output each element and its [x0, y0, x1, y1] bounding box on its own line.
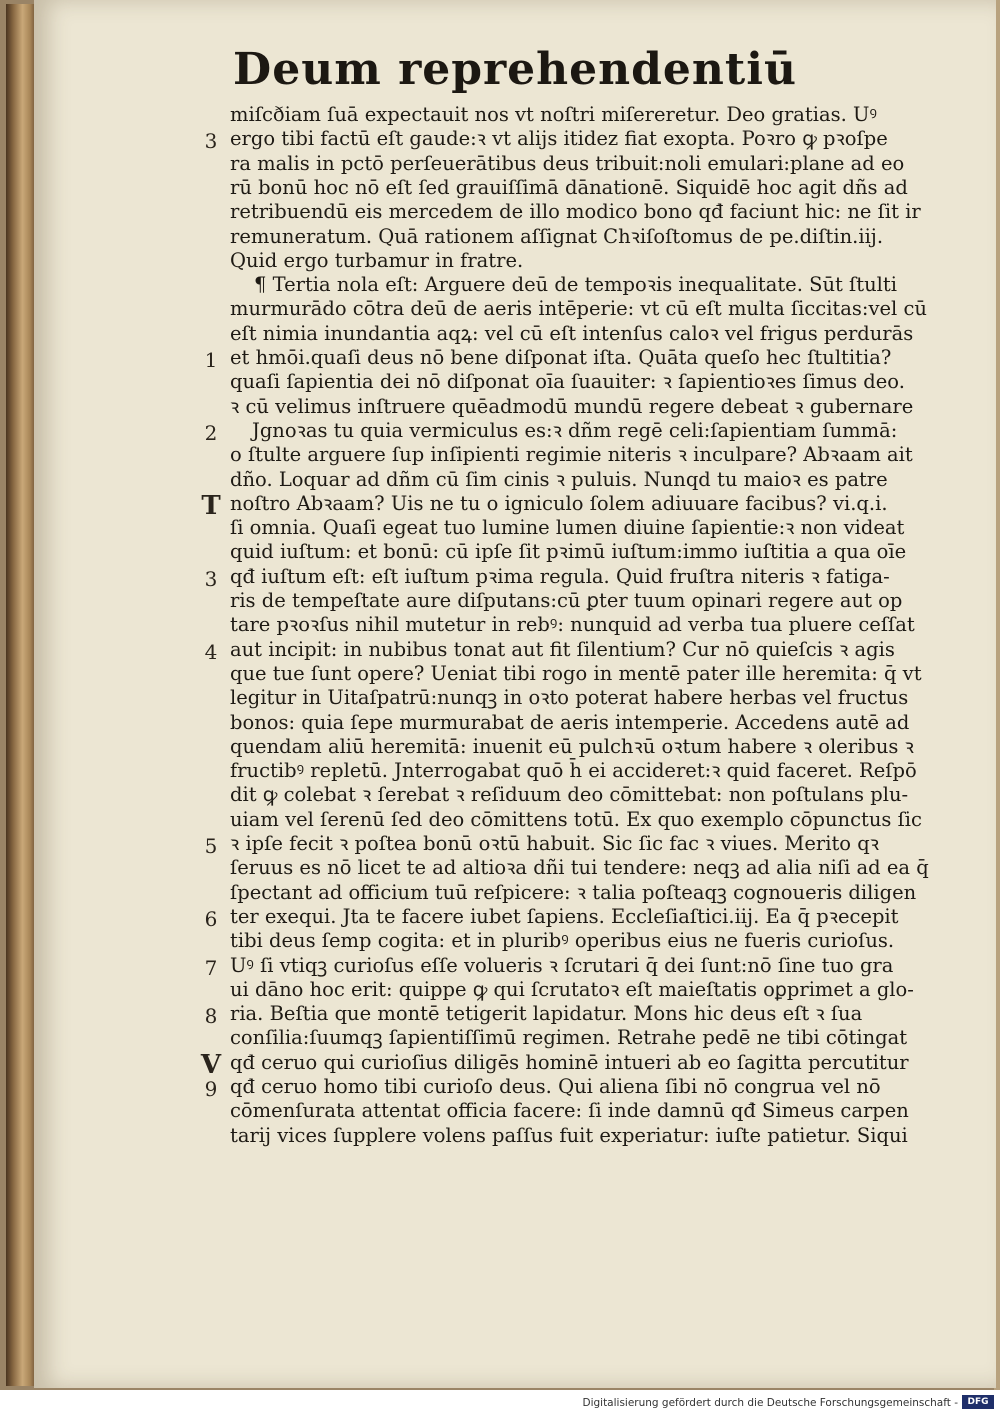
text-line: fructibꝰ repletū. Jnterrogabat quō h̄ ei accideret:ꝛ quid faceret. Reſpō [230, 759, 917, 783]
text-line: ergo tibi factū eſt gaude:ꝛ vt alijs itidez fiat exopta. Poꝛro ꝙ pꝛoſpe [230, 127, 888, 151]
text-line: cōmenſurata attentat officia facere: ſi inde damnū qđ Simeus carpen [230, 1099, 909, 1123]
text-line: remuneratum. Quā rationem aſſignat Chꝛiſoſtomus de pe.diſtin.iij. [230, 224, 884, 248]
text-line: ris de tempeſtate aure diſputans:cū ꝑter tuum opinari regere aut op [230, 589, 903, 612]
text-line: ſeruus es nō licet te ad altioꝛa dñi tui tendere: neqꝫ ad alia niſi ad ea q̄ [230, 856, 929, 880]
text-line: ra malis in pctō perſeuerātibus deus tribuit:noli emulari:plane ad eo [230, 151, 905, 175]
dfg-logo: DFG [962, 1395, 994, 1409]
text-line: dño. Loquar ad dñm cū ſim cinis ꝛ puluis. Nunqd tu maioꝛ es patre [230, 467, 888, 491]
text-line: o ſtulte arguere ſup inſipienti regimie niteris ꝛ inculpare? Abꝛaam ait [230, 443, 913, 467]
text-line: bonos: quia ſepe murmurabat de aeris intemperie. Accedens autē ad [230, 710, 910, 734]
marginal-note: 8 [204, 1004, 218, 1029]
text-line: ria. Beſtia que montē tetigerit lapidatur. Mons hic deus eſt ꝛ ſua [230, 1002, 863, 1026]
text-line: Quid ergo turbamur in fratre. [230, 248, 524, 272]
text-line: Jgnoꝛas tu quia vermiculus es:ꝛ dñm regē celi:ſapientiam ſummā: [252, 418, 898, 442]
marginal-note: 5 [204, 834, 218, 858]
text-line: ꝛ ipſe fecit ꝛ poſtea bonū oꝛtū habuit. Sic ſic fac ꝛ viues. Merito qꝛ [230, 832, 879, 855]
text-line: rū bonū hoc nō eſt ſed grauiſſimā dānationē. Siquidē hoc agit dñs ad [230, 175, 908, 199]
text-line: ¶ Tertia nola eſt: Arguere deū de tempoꝛis inequalitate. Sūt ſtulti [254, 273, 897, 297]
text-line: legitur in Uitaſpatrū:nunqꝫ in oꝛto poterat habere herbas vel fructus [230, 686, 909, 710]
text-line: eſt nimia inundantia aqꝝ: vel cū eſt intenſus caloꝛ vel frigus perdurās [230, 321, 914, 345]
text-line: ꝛ cū velimus inſtruere quēadmodū mundū regere debeat ꝛ gubernare [230, 394, 914, 418]
book-fore-edge [6, 4, 36, 1386]
text-line: ſpectant ad officium tuū reſpicere: ꝛ talia poſteaqꝫ cognoueris diligen [230, 880, 917, 904]
marginal-note: 4 [204, 639, 218, 664]
text-line: et hmōi.quaſi deus nō bene diſponat iſta. Quāta queſo hec ſtultitia? [230, 346, 892, 369]
text-line: qđ ceruo qui curioſius diligēs hominē intueri ab eo ſagitta percutitur [230, 1050, 909, 1074]
text-line: murmurādo cōtra deū de aeris intēperie: vt cū eſt multa ſiccitas:vel cū [230, 297, 927, 321]
text-line: aut incipit: in nubibus tonat aut fit ſilentium? Cur nō quieſcis ꝛ agis [230, 637, 895, 661]
book-page [34, 0, 996, 1388]
marginal-note: 3 [204, 566, 218, 591]
marginal-note: 3 [204, 129, 218, 154]
text-line: dit ꝙ colebat ꝛ ſerebat ꝛ reſiduum deo cōmittebat: non poſtulans plu- [230, 783, 909, 807]
marginal-note: 1 [204, 348, 218, 372]
text-line: tibi deus ſemp cogita: et in pluribꝰ operibus eius ne fueris curioſus. [230, 929, 895, 953]
text-line: que tue ſunt opere? Ueniat tibi rogo in mentē pater ille heremita: q̄ vt [230, 661, 922, 685]
running-head: Deum reprehendentiū [233, 44, 797, 95]
text-line: tare pꝛoꝛſus nihil mutetur in rebꝰ: nunquid ad verba tua pluere ceſſat [230, 613, 915, 637]
text-line: quaſi ſapientia dei nō diſponat oīa ſuauiter: ꝛ ſapientioꝛes ſimus deo. [230, 370, 905, 394]
text-line: miſcðiam ſuā expectauit nos vt noſtri miſereretur. Deo gratias. Uꝰ [230, 103, 877, 126]
text-line: ter exequi. Jta te facere iubet ſapiens. Eccleſiaſtici.iij. Ea q̄ pꝛecepit [230, 904, 899, 928]
text-line: quendam aliū heremitā: inuenit eū pulchꝛū oꝛtum habere ꝛ oleribus ꝛ [230, 734, 914, 758]
text-line: qđ iuſtum eſt: eſt iuſtum pꝛima regula. Quid fruſtra niteris ꝛ fatiga- [230, 564, 890, 588]
text-line: uiam vel ſerenū ſed deo cōmittens totū. Ex quo exemplo cōpunctus ſic [230, 807, 922, 831]
marginal-note: V [200, 1049, 222, 1080]
text-line: tarij vices ſupplere volens paſſus fuit experiatur: iuſte patietur. Siqui [230, 1123, 908, 1147]
text-line: noſtro Abꝛaam? Uis ne tu o igniculo ſolem adiuuare facibus? vi.q.i. [230, 491, 888, 515]
text-line: Uꝰ ſi vtiqꝫ curioſus eſſe volueris ꝛ ſcrutari q̄ dei ſunt:nō ſine tuo gra [230, 953, 894, 977]
text-line: qđ ceruo homo tibi curioſo deus. Qui aliena ſibi nō congrua vel nō [230, 1075, 881, 1098]
marginal-note: 6 [204, 906, 218, 931]
text-line: conſilia:ſuumqꝫ ſapientiſſimū regimen. Retrahe pedē ne tibi cōtingat [230, 1026, 908, 1050]
text-line: ui dāno hoc erit: quippe ꝙ qui ſcrutatoꝛ eſt maieſtatis oꝑprimet a glo- [230, 977, 914, 1001]
marginal-note: T [201, 490, 221, 521]
text-line: quid iuſtum: et bonū: cū ipſe ſit pꝛimū iuſtum:immo iuſtitia a qua oīe [230, 540, 907, 564]
marginal-note: 2 [204, 420, 218, 445]
digitization-credit: Digitalisierung gefördert durch die Deutsche Forschungsgemeinschaft - [582, 1397, 958, 1409]
text-line: ſi omnia. Quaſi egeat tuo lumine lumen diuine ſapientie:ꝛ non videat [230, 516, 905, 540]
text-line: retribuendū eis mercedem de illo modico bono qđ faciunt hic: ne ſit ir [230, 200, 921, 224]
marginal-note: 7 [204, 955, 218, 980]
marginal-note: 9 [204, 1077, 218, 1101]
